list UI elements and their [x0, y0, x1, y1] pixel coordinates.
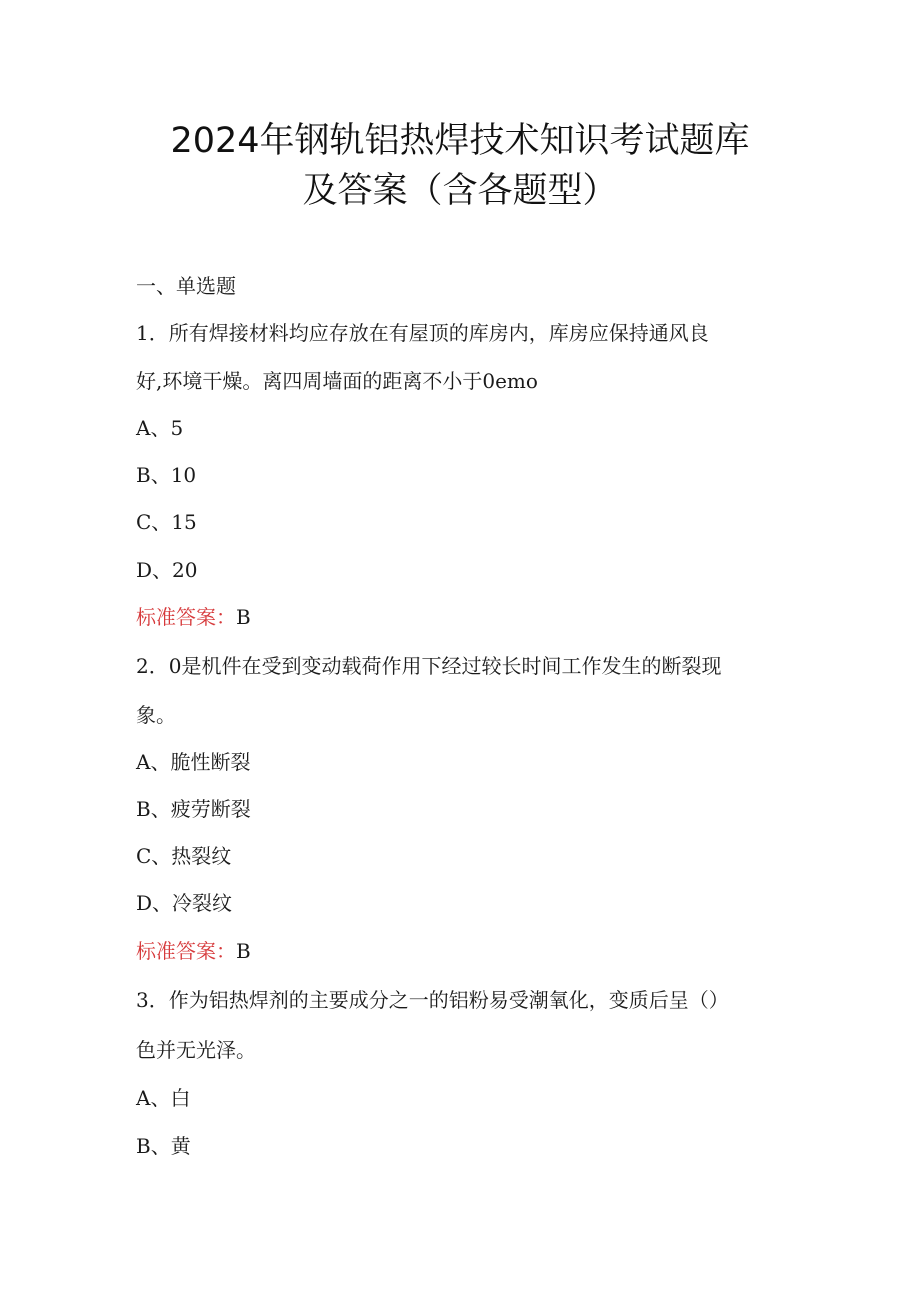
- answer-value: B: [236, 605, 251, 629]
- question-1-answer: [136, 602, 251, 632]
- document-title-line-1: 2024年钢轨铝热焊技术知识考试题库: [170, 121, 750, 161]
- question-1-option-d: D、20: [136, 558, 198, 582]
- question-1-option-c: C、15: [136, 510, 197, 534]
- question-2-option-c: C、热裂纹: [136, 844, 232, 868]
- answer-value: B: [236, 939, 251, 963]
- question-3-option-a: A、白: [136, 1086, 191, 1110]
- document-title-line-2: 及答案（含各题型）: [302, 171, 618, 211]
- question-2-stem-line-2: 象。: [136, 703, 176, 727]
- question-1-stem-line-1: 1．所有焊接材料均应存放在有屋顶的库房内，库房应保持通风良: [136, 321, 709, 345]
- question-2-option-d: D、冷裂纹: [136, 891, 233, 915]
- section-heading: 一、单选题: [136, 274, 236, 298]
- question-3-option-b: B、黄: [136, 1134, 191, 1158]
- question-2-option-a: A、脆性断裂: [136, 750, 251, 774]
- question-3-stem-line-1: 3．作为铝热焊剂的主要成分之一的铝粉易受潮氧化，变质后呈（）: [136, 988, 729, 1012]
- question-2-option-b: B、疲劳断裂: [136, 797, 251, 821]
- question-2-answer: [136, 936, 251, 966]
- question-1-option-a: A、5: [136, 416, 184, 440]
- question-1-option-b: B、10: [136, 463, 197, 487]
- question-2-stem-line-1: 2．0是机件在受到变动载荷作用下经过较长时间工作发生的断裂现: [136, 654, 722, 678]
- question-1-stem-line-2: 好,环境干燥。离四周墙面的距离不小于0emo: [136, 369, 538, 393]
- answer-label: 标准答案：: [136, 605, 236, 629]
- question-3-stem-line-2: 色并无光泽。: [136, 1038, 256, 1062]
- answer-label: 标准答案：: [136, 939, 236, 963]
